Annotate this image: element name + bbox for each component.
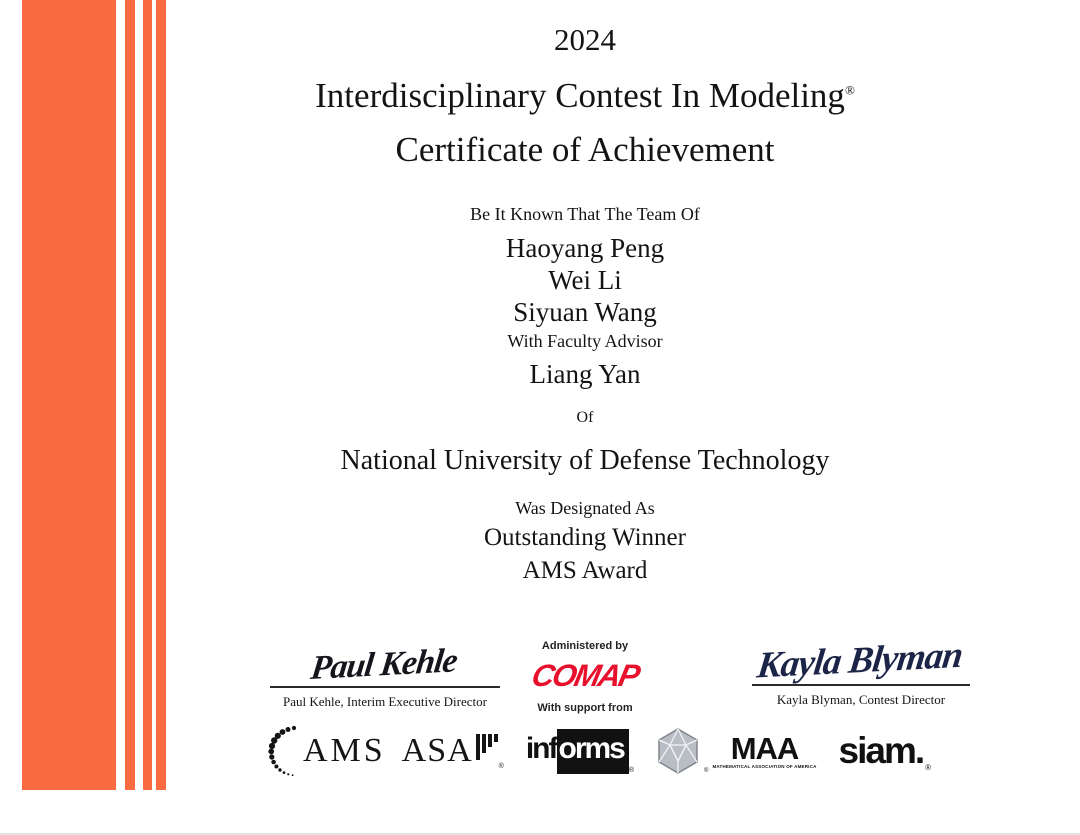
accent-stripe-2 — [143, 0, 152, 790]
ams-dotted-arc-icon — [267, 725, 301, 777]
signature-script-kayla-blyman: Kayla Blyman — [754, 634, 965, 687]
informs-logo-prefix: inf — [525, 731, 557, 765]
administered-by-label: Administered by — [541, 640, 629, 652]
accent-stripe-3 — [156, 0, 166, 790]
asa-logo-text: ASA — [401, 732, 473, 769]
asa-logo — [402, 732, 504, 770]
maa-text-stack — [712, 730, 817, 769]
asa-registered-mark: ® — [498, 763, 504, 770]
signature-caption-right: Kayla Blyman, Contest Director — [776, 692, 946, 707]
certificate-content — [170, 0, 1000, 835]
ams-logo — [267, 725, 386, 777]
informs-logo-boxed-text: orms — [557, 729, 629, 774]
designation-label: Was Designated As — [515, 498, 655, 518]
support-from-label: With support from — [537, 702, 633, 714]
advisor-label: With Faculty Advisor — [507, 331, 663, 351]
maa-logo — [656, 728, 817, 774]
accent-bar-wide — [22, 0, 116, 790]
team-member-1: Haoyang Peng — [505, 233, 665, 263]
siam-logo — [839, 730, 932, 772]
maa-tagline: MATHEMATICAL ASSOCIATION OF AMERICA — [712, 763, 817, 769]
comap-logo: COMAP — [528, 658, 642, 693]
team-member-2: Wei Li — [548, 265, 622, 295]
sponsor-logo-row — [170, 722, 1000, 780]
team-member-3: Siyuan Wang — [513, 297, 657, 327]
of-label: Of — [576, 409, 594, 426]
administered-by-block — [522, 640, 648, 714]
maa-polyhedron-icon — [656, 728, 700, 774]
award-name: AMS Award — [522, 557, 648, 584]
siam-logo-text: siam. — [838, 730, 924, 771]
asa-bars-icon — [476, 734, 498, 760]
signature-block-contest-director — [752, 618, 970, 708]
signature-caption-left: Paul Kehle, Interim Executive Director — [283, 694, 487, 709]
signature-block-executive-director — [270, 626, 500, 710]
institution-name: National University of Defense Technology — [340, 445, 830, 476]
team-intro-line: Be It Known That The Team Of — [470, 204, 700, 224]
certificate-subtitle: Certificate of Achievement — [395, 130, 775, 169]
informs-logo — [526, 729, 634, 774]
contest-title — [170, 76, 1000, 116]
maa-registered-mark: ® — [704, 768, 709, 774]
contest-title-text: Interdisciplinary Contest In Modeling — [315, 76, 845, 115]
informs-registered-mark: ® — [628, 766, 635, 774]
ams-logo-text: AMS — [302, 732, 386, 769]
maa-logo-text: MAA — [730, 730, 799, 766]
contest-year: 2024 — [554, 22, 616, 57]
signature-script-paul-kehle: Paul Kehle — [308, 642, 459, 688]
registered-trademark-mark: ® — [844, 82, 855, 98]
advisor-name: Liang Yan — [529, 359, 641, 389]
designation-title: Outstanding Winner — [484, 524, 686, 551]
accent-stripe-1 — [125, 0, 135, 790]
siam-registered-mark: ® — [925, 763, 932, 772]
